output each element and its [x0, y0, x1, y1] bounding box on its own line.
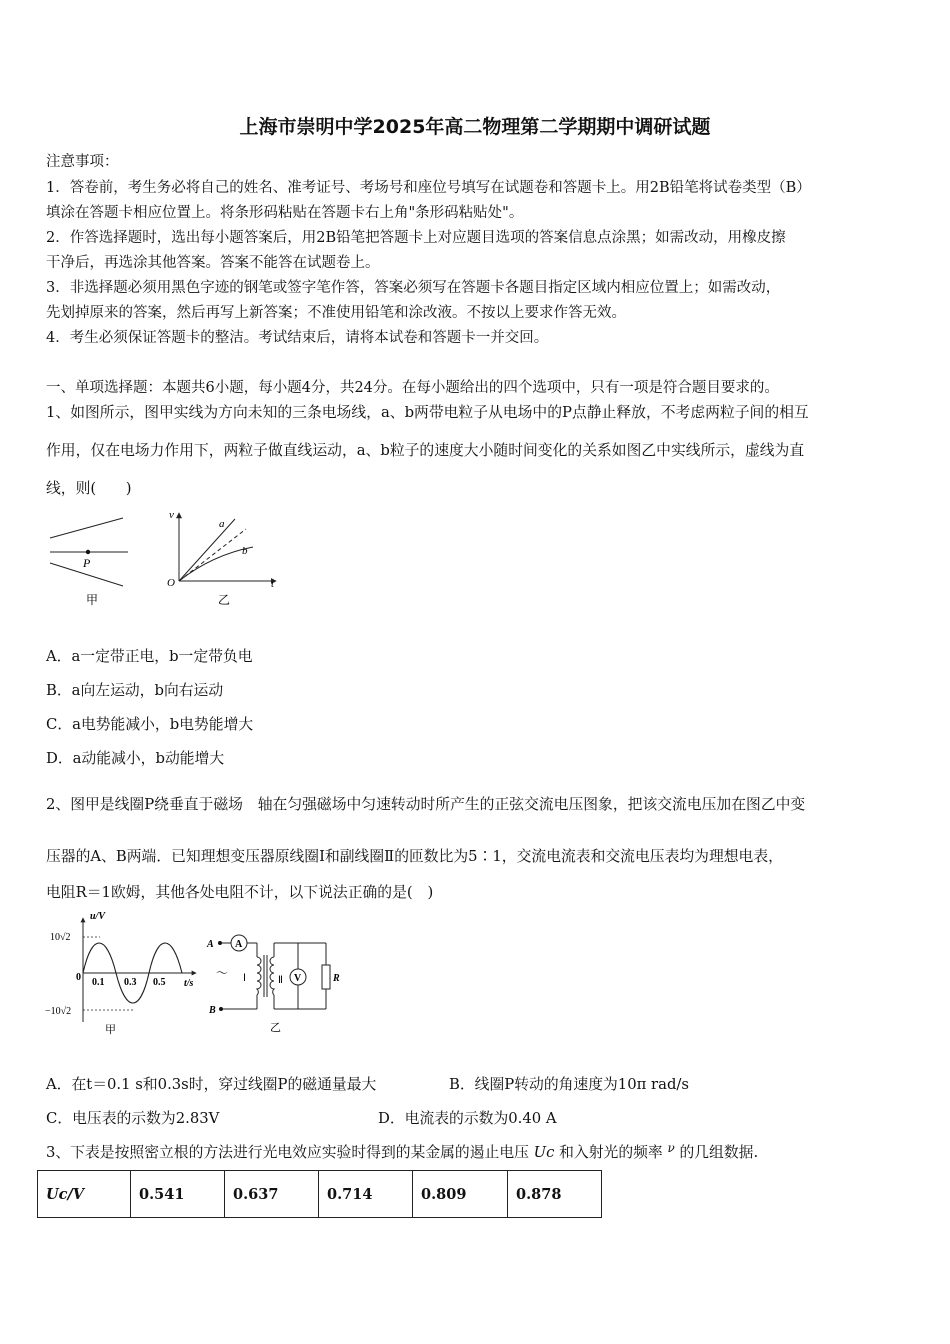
resistor-label: R — [333, 973, 340, 984]
question-3-text-part: 的几组数据. — [679, 1144, 759, 1161]
option-a: A．a一定带正电，b一定带负电 — [46, 648, 253, 665]
notice-line: 干净后，再选涂其他答案。答案不能答在试题卷上。 — [46, 255, 380, 271]
option-b: B．线圈P转动的角速度为10π rad/s — [449, 1076, 690, 1093]
question-2-text: 2、图甲是线圈P绕垂直于磁场 轴在匀强磁场中匀速转动时所产生的正弦交流电压图象，把该交流电压加在图乙中变 — [46, 796, 806, 813]
option-c: C．a电势能减小，b电势能增大 — [46, 716, 254, 733]
data-table — [37, 1170, 602, 1218]
uc-symbol: Uc — [533, 1144, 555, 1161]
table-cell: 0.714 — [319, 1171, 413, 1218]
option-b: B．a向左运动，b向右运动 — [46, 682, 224, 699]
voltmeter-label: V — [294, 973, 302, 984]
question-3-text-part: 3、下表是按照密立根的方法进行光电效应实验时得到的某金属的遏止电压 — [46, 1144, 529, 1161]
tick-label: 0.3 — [124, 977, 137, 988]
y-axis-label: u/V — [90, 911, 106, 922]
notice-heading: 注意事项： — [46, 154, 119, 170]
section-heading: 一、单项选择题：本题共6小题，每小题4分，共24分。在每小题给出的四个选项中，只有一项是符合题目要求的。 — [46, 380, 779, 396]
curve-b-label: b — [242, 545, 248, 557]
x-axis-label: t/s — [184, 978, 194, 989]
table-cell: 0.809 — [413, 1171, 508, 1218]
primary-coil — [257, 957, 261, 995]
notice-line: 3．非选择题必须用黑色字迹的钢笔或签字笔作答，答案必须写在答题卡各题目指定区域内相应位置上；如需改动， — [46, 280, 781, 296]
table-row — [38, 1171, 602, 1218]
curve-a — [179, 519, 235, 581]
terminal-b-label: B — [209, 1005, 216, 1016]
question-1-text: 作用，仅在电场力作用下，两粒子做直线运动，a、b粒子的速度大小随时间变化的关系如图乙中实线所示，虚线为直 — [46, 442, 805, 459]
ammeter-label: A — [235, 939, 243, 950]
curve-a-label: a — [219, 518, 225, 530]
nu-symbol: ν — [667, 1141, 675, 1155]
table-cell: 0.637 — [225, 1171, 319, 1218]
question-1-text: 1、如图所示，图甲实线为方向未知的三条电场线，a、b两带电粒子从电场中的P点静止释放，不考虑两粒子间的相互 — [46, 404, 809, 421]
table-cell: 0.541 — [131, 1171, 225, 1218]
option-c: C．电压表的示数为2.83V — [46, 1110, 220, 1127]
terminal-a-label: A — [207, 939, 214, 950]
point-p-label: P — [83, 556, 91, 570]
notice-line: 先划掉原来的答案，然后再写上新答案；不准使用铅笔和涂改液。不按以上要求作答无效。 — [46, 305, 626, 321]
notice-line: 2．作答选择题时，选出每小题答案后，用2B铅笔把答题卡上对应题目选项的答案信息点涂黑；如需改动，用橡皮擦 — [46, 230, 786, 246]
figure-caption: 乙 — [270, 1022, 281, 1034]
question-2-text: 电阻R＝1欧姆，其他各处电阻不计，以下说法正确的是( ) — [46, 884, 434, 901]
tick-label: 0.1 — [92, 977, 105, 988]
primary-label: Ⅰ — [243, 973, 246, 984]
q2-voltage-graph — [40, 910, 210, 1038]
question-1-text: 线，则( ) — [46, 480, 132, 497]
notice-line: 4．考生必须保证答题卡的整洁。考试结束后，请将本试卷和答题卡一并交回。 — [46, 330, 549, 346]
option-a: A．在t＝0.1 s和0.3s时，穿过线圈P的磁通量最大 — [46, 1076, 377, 1093]
page-title: 上海市崇明中学2025年高二物理第二学期期中调研试题 — [239, 116, 711, 138]
option-d: D．电流表的示数为0.40 A — [378, 1110, 557, 1127]
figure-caption: 甲 — [86, 593, 99, 607]
table-cell: 0.878 — [508, 1171, 602, 1218]
secondary-coil — [270, 957, 274, 995]
notice-line: 填涂在答题卡相应位置上。将条形码粘贴在答题卡右上角"条形码粘贴处"。 — [46, 205, 524, 221]
resistor-icon — [322, 965, 330, 989]
tick-label: 0.5 — [153, 977, 166, 988]
table-header-cell: Uc/V — [38, 1171, 131, 1218]
figure-caption: 乙 — [218, 593, 231, 607]
question-3-text-part: 和入射光的频率 — [559, 1144, 663, 1161]
q1-field-lines-figure — [40, 505, 150, 610]
q2-transformer-circuit — [202, 925, 352, 1037]
origin-label: 0 — [76, 972, 81, 983]
t-axis-label: t — [271, 578, 275, 590]
q1-velocity-time-graph — [162, 505, 287, 610]
point-p-dot — [86, 550, 90, 554]
y-max-label: 10√2 — [50, 932, 71, 943]
y-min-label: −10√2 — [45, 1006, 72, 1017]
notice-line: 1．答卷前，考生务必将自己的姓名、准考证号、考场号和座位号填写在试题卷和答题卡上。用2B铅笔将试卷类型（B） — [46, 180, 811, 196]
question-3-text — [46, 1141, 758, 1162]
v-axis-label: v — [169, 509, 174, 521]
secondary-label: Ⅱ — [278, 975, 283, 986]
ac-source-label: ～ — [216, 966, 229, 980]
figure-caption: 甲 — [105, 1024, 116, 1036]
question-2-text: 压器的A、B两端．已知理想变压器原线圈Ⅰ和副线圈Ⅱ的匝数比为5∶1，交流电流表和交流电压表均为理想电表， — [46, 848, 783, 865]
option-d: D．a动能减小，b动能增大 — [46, 750, 225, 767]
origin-label: O — [167, 577, 175, 589]
